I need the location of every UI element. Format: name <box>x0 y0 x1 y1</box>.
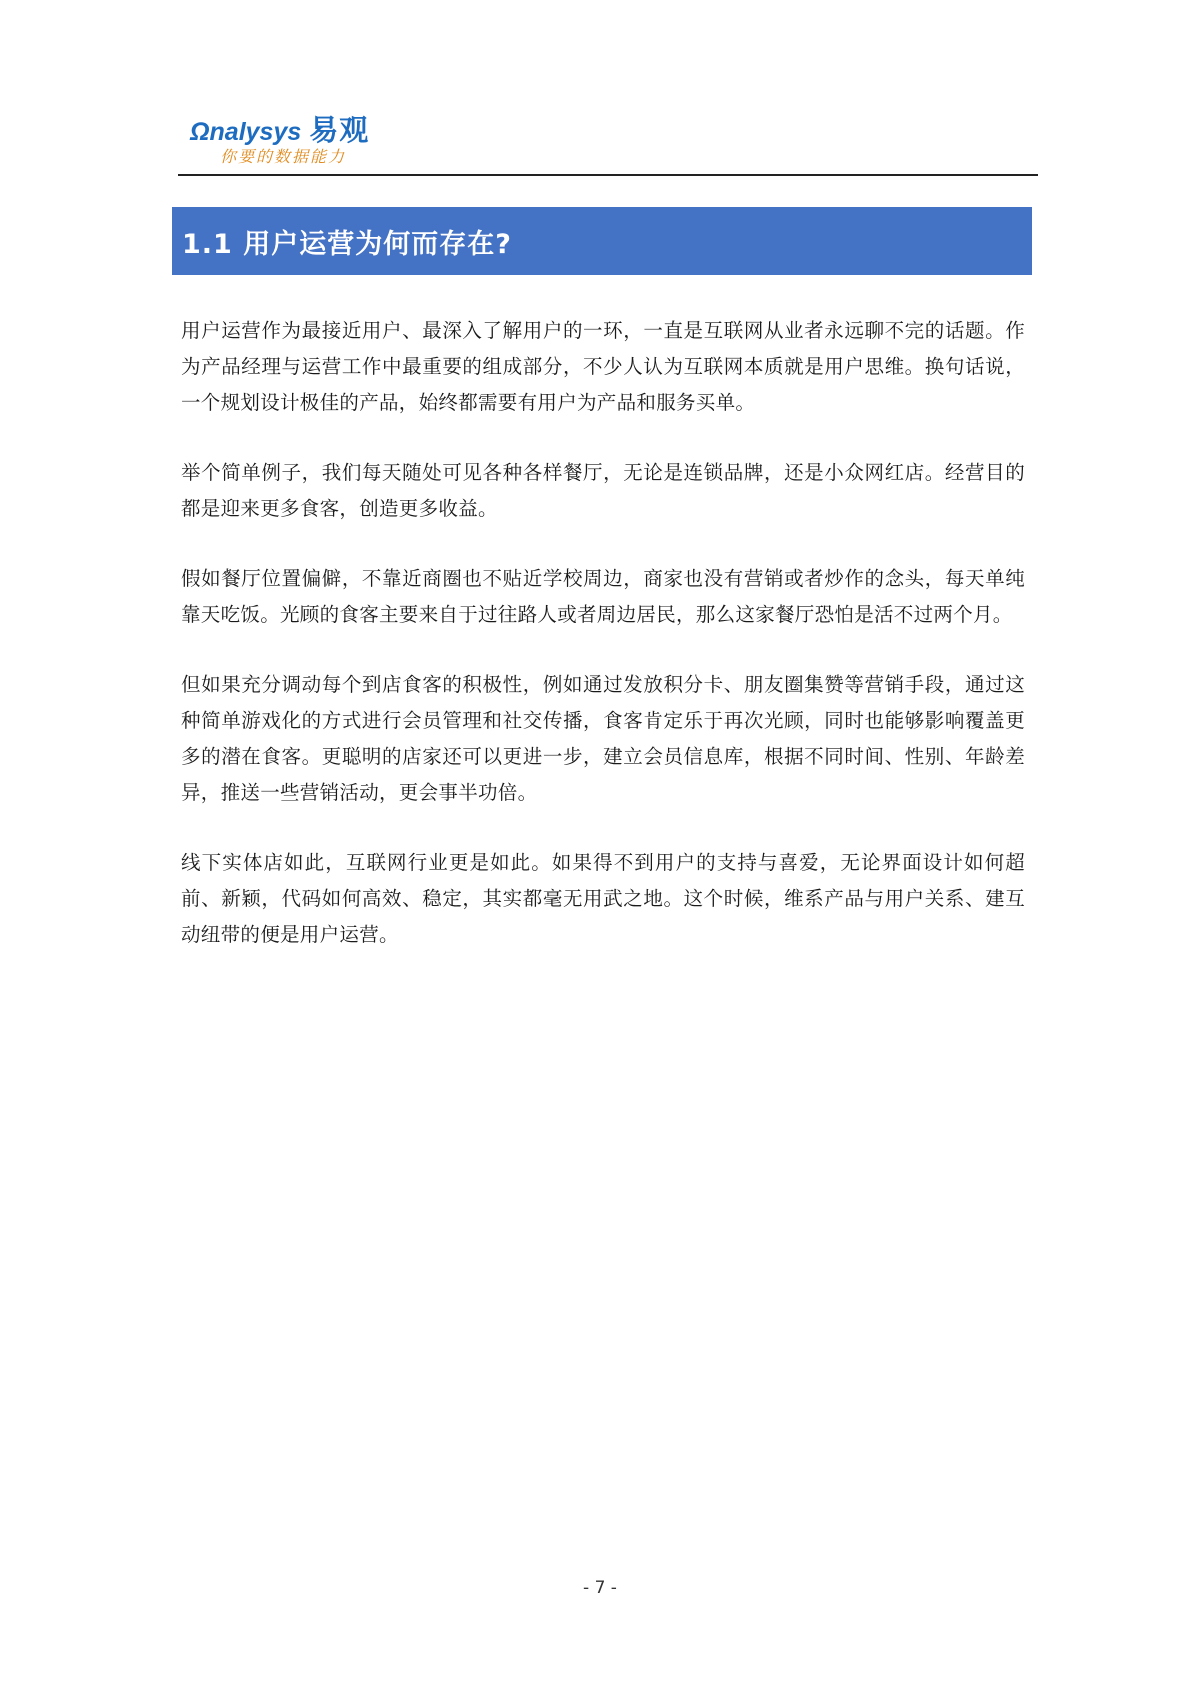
page-header <box>178 98 1038 174</box>
section-title: 1.1 用户运营为何而存在? <box>182 228 512 260</box>
analysys-logo <box>190 108 390 170</box>
logo-tagline: 你要的数据能力 <box>220 147 347 166</box>
body-text <box>181 313 1025 987</box>
paragraph-4: 但如果充分调动每个到店食客的积极性，例如通过发放积分卡、朋友圈集赞等营销手段，通过这种简单游戏化的方式进行会员管理和社交传播，食客肯定乐于再次光顾，同时也能够影响覆盖更多的潜在食客。更聪明的店家还可以更进一步，建立会员信息库，根据不同时间、性别、年龄差异，推送一些营销活动，更会事半功倍。 <box>181 673 1025 804</box>
paragraph-1: 用户运营作为最接近用户、最深入了解用户的一环，一直是互联网从业者永远聊不完的话题。作为产品经理与运营工作中最重要的组成部分，不少人认为互联网本质就是用户思维。换句话说，一个规划设计极佳的产品，始终都需要有用户为产品和服务买单。 <box>181 319 1025 414</box>
logo-brand <box>190 108 369 148</box>
paragraph-2: 举个简单例子，我们每天随处可见各种各样餐厅，无论是连锁品牌，还是小众网红店。经营目的都是迎来更多食客，创造更多收益。 <box>181 461 1025 520</box>
page-number: - 7 - <box>583 1578 617 1598</box>
section-heading-band <box>172 207 1032 275</box>
logo-latin-text: Ωnalysys <box>190 118 302 146</box>
paragraph-3: 假如餐厅位置偏僻，不靠近商圈也不贴近学校周边，商家也没有营销或者炒作的念头，每天单纯靠天吃饭。光顾的食客主要来自于过往路人或者周边居民，那么这家餐厅恐怕是活不过两个月。 <box>181 567 1025 626</box>
logo-chinese-text: 易观 <box>309 113 370 147</box>
header-divider <box>178 174 1038 176</box>
paragraph-5: 线下实体店如此，互联网行业更是如此。如果得不到用户的支持与喜爱，无论界面设计如何超前、新颖，代码如何高效、稳定，其实都毫无用武之地。这个时候，维系产品与用户关系、建互动纽带的便是用户运营。 <box>181 851 1025 946</box>
